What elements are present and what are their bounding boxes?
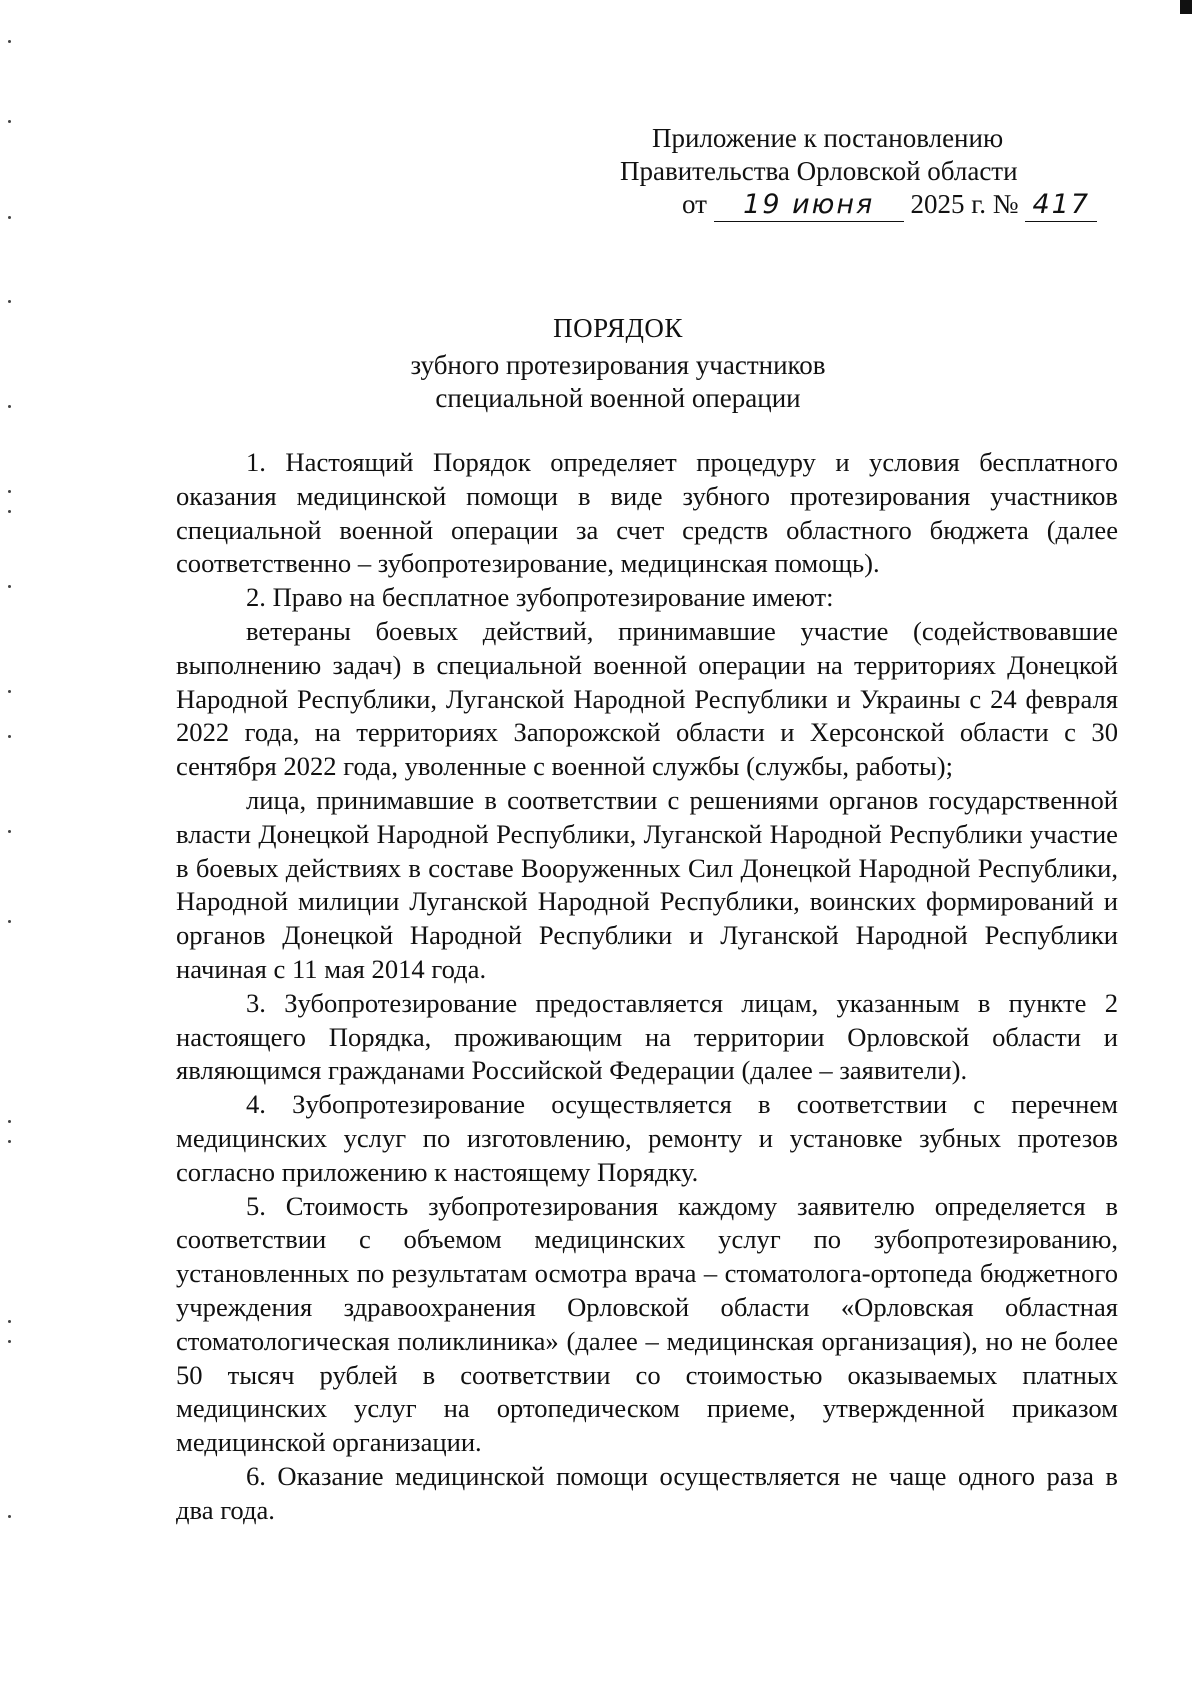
paragraph-1: 1. Настоящий Порядок определяет процедуру и условия бесплатного оказания медицинской помощи в виде зубного протезирования участников специальной военной операции за счет средств областного бюджета (далее соответственно – зубопротезирование, медицинская помощь).	[176, 447, 1118, 579]
paragraph-4: 4. Зубопротезирование осуществляется в соответствии с перечнем медицинских услуг по изготовлению, ремонту и установке зубных протезов согласно приложению к настоящему Порядку.	[176, 1089, 1118, 1187]
paragraph-3: 3. Зубопротезирование предоставляется лицам, указанным в пункте 2 настоящего Порядка, проживающим на территории Орловской области и являющимся гражданами Российской Федерации (далее – заявители).	[176, 987, 1118, 1086]
appendix-line-2: Правительства Орловской области	[620, 156, 1018, 186]
document-subtitle-line-1: зубного протезирования участников	[410, 350, 826, 380]
appendix-header	[620, 122, 1100, 222]
appendix-prefix: от	[682, 189, 707, 219]
paragraph-6: 6. Оказание медицинской помощи осуществляется не чаще одного раза в два года.	[176, 1460, 1118, 1525]
paragraph-2-item-veterans: ветераны боевых действий, принимавшие участие (содействовавшие выполнению задач) в специальной военной операции на территориях Донецкой Народной Республики, Луганской Народной Республики и Украины с 24 февраля 2022 года, на территориях Запорожской области и Херсонской области с 30 сентября 2022 года, уволенные с военной службы (службы, работы);	[176, 615, 1118, 782]
appendix-line-1: Приложение к постановлению	[652, 123, 1004, 153]
paragraph-2-item-persons: лица, принимавшие в соответствии с решениями органов государственной власти Донецкой Народной Республики, Луганской Народной Республики участие в боевых действиях в составе Вооруженных Сил Донецкой Народной Республики, Народной милиции Луганской Народной Республики, воинских формирований и органов Донецкой Народной Республики и Луганской Народной Республики начиная с 11 мая 2014 года.	[176, 784, 1118, 984]
appendix-line-3	[620, 188, 1100, 222]
handwritten-date: 19 июня	[714, 188, 904, 222]
scan-margin-dots	[6, 0, 14, 1699]
document-subtitle-line-2: специальной военной операции	[435, 383, 801, 413]
document-title-block	[178, 312, 1058, 415]
document-title: ПОРЯДОК	[553, 313, 683, 343]
document-body	[176, 446, 1118, 1528]
scan-mark	[1180, 0, 1192, 14]
paragraph-2: 2. Право на бесплатное зубопротезирование имеют:	[246, 582, 834, 613]
handwritten-number: 417	[1025, 188, 1097, 222]
appendix-year: 2025 г. №	[910, 189, 1019, 219]
paragraph-5: 5. Стоимость зубопротезирования каждому заявителю определяется в соответствии с объемом медицинских услуг по зубопротезированию, установленных по результатам осмотра врача – стоматолога-ортопеда бюджетного учреждения здравоохранения Орловской области «Орловская областная стоматологическая поликлиника» (далее – медицинская организация), но не более 50 тысяч рублей в соответствии со стоимостью оказываемых платных медицинских услуг на ортопедическом приеме, утвержденной приказом медицинской организации.	[176, 1190, 1118, 1458]
